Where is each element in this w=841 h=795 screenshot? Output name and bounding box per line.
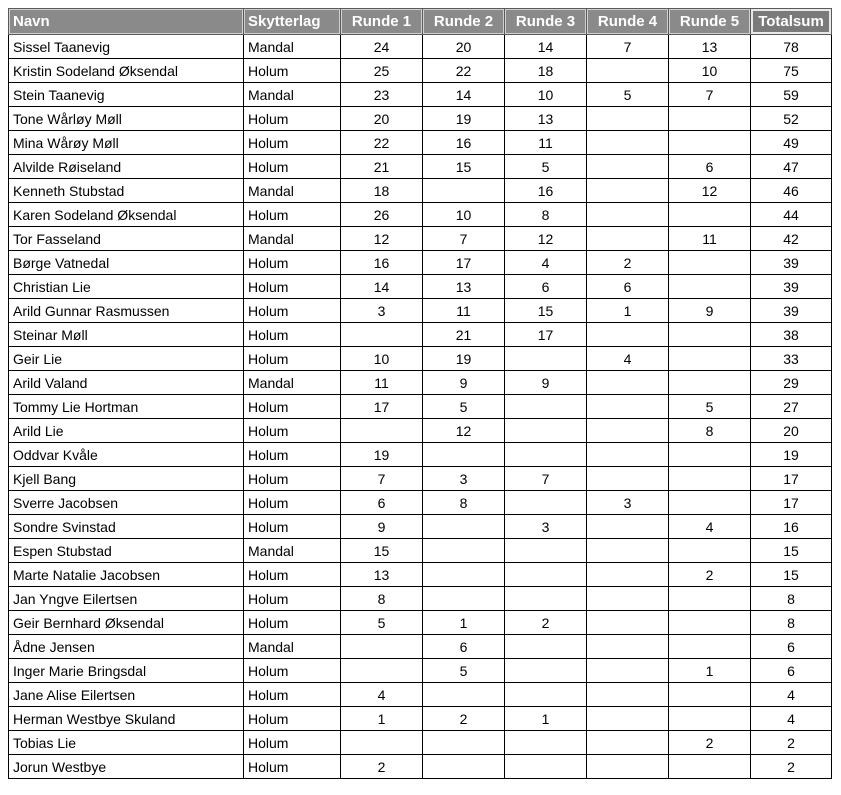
cell-round-5: [669, 251, 751, 275]
cell-club: Holum: [244, 611, 341, 635]
table-row: [9, 539, 832, 563]
table-row: [9, 83, 832, 107]
cell-total: 8: [751, 587, 832, 611]
cell-total: 42: [751, 227, 832, 251]
cell-round-5: [669, 587, 751, 611]
cell-round-4: [587, 563, 669, 587]
cell-total: 52: [751, 107, 832, 131]
table-row: [9, 323, 832, 347]
cell-name: Jane Alise Eilertsen: [9, 683, 244, 707]
cell-club: Holum: [244, 587, 341, 611]
cell-round-5: [669, 275, 751, 299]
cell-name: Tobias Lie: [9, 731, 244, 755]
table-row: [9, 467, 832, 491]
cell-name: Sondre Svinstad: [9, 515, 244, 539]
cell-total: 39: [751, 299, 832, 323]
cell-round-2: [423, 539, 505, 563]
cell-total: 19: [751, 443, 832, 467]
cell-round-5: [669, 107, 751, 131]
cell-club: Holum: [244, 155, 341, 179]
cell-round-2: 1: [423, 611, 505, 635]
cell-round-5: 9: [669, 299, 751, 323]
cell-name: Alvilde Røiseland: [9, 155, 244, 179]
cell-round-4: [587, 731, 669, 755]
cell-round-3: [505, 659, 587, 683]
cell-round-5: 7: [669, 83, 751, 107]
cell-round-5: [669, 323, 751, 347]
cell-name: Herman Westbye Skuland: [9, 707, 244, 731]
cell-club: Holum: [244, 251, 341, 275]
cell-round-1: 9: [341, 515, 423, 539]
header-round-1: Runde 1: [341, 9, 423, 35]
table-row: [9, 275, 832, 299]
cell-club: Mandal: [244, 635, 341, 659]
cell-club: Holum: [244, 323, 341, 347]
cell-round-4: [587, 611, 669, 635]
cell-round-2: [423, 563, 505, 587]
cell-club: Holum: [244, 467, 341, 491]
header-round-4: Runde 4: [587, 9, 669, 35]
cell-club: Mandal: [244, 35, 341, 59]
cell-round-2: [423, 179, 505, 203]
cell-round-1: 10: [341, 347, 423, 371]
cell-round-3: 17: [505, 323, 587, 347]
cell-club: Mandal: [244, 179, 341, 203]
table-row: [9, 251, 832, 275]
cell-total: 2: [751, 755, 832, 779]
cell-round-1: 8: [341, 587, 423, 611]
table-row: [9, 347, 832, 371]
cell-round-4: [587, 131, 669, 155]
cell-round-4: 3: [587, 491, 669, 515]
cell-total: 27: [751, 395, 832, 419]
cell-total: 78: [751, 35, 832, 59]
cell-round-2: 5: [423, 659, 505, 683]
cell-round-3: 14: [505, 35, 587, 59]
cell-total: 6: [751, 659, 832, 683]
cell-round-1: [341, 731, 423, 755]
cell-round-4: [587, 107, 669, 131]
cell-round-3: 5: [505, 155, 587, 179]
cell-round-2: 2: [423, 707, 505, 731]
cell-round-4: [587, 635, 669, 659]
cell-round-5: 5: [669, 395, 751, 419]
cell-club: Mandal: [244, 83, 341, 107]
cell-round-2: 20: [423, 35, 505, 59]
cell-round-4: 6: [587, 275, 669, 299]
cell-round-3: 13: [505, 107, 587, 131]
cell-round-3: [505, 491, 587, 515]
cell-round-2: 11: [423, 299, 505, 323]
table-row: [9, 659, 832, 683]
cell-name: Stein Taanevig: [9, 83, 244, 107]
cell-round-4: [587, 707, 669, 731]
cell-name: Tor Fasseland: [9, 227, 244, 251]
table-row: [9, 395, 832, 419]
cell-name: Karen Sodeland Øksendal: [9, 203, 244, 227]
cell-name: Jorun Westbye: [9, 755, 244, 779]
table-row: [9, 587, 832, 611]
cell-club: Holum: [244, 659, 341, 683]
cell-round-5: [669, 611, 751, 635]
cell-club: Holum: [244, 347, 341, 371]
cell-total: 17: [751, 467, 832, 491]
cell-round-3: [505, 563, 587, 587]
cell-round-5: [669, 443, 751, 467]
cell-round-2: 12: [423, 419, 505, 443]
header-round-5: Runde 5: [669, 9, 751, 35]
cell-round-4: [587, 323, 669, 347]
cell-total: 46: [751, 179, 832, 203]
cell-round-3: 10: [505, 83, 587, 107]
cell-round-1: [341, 419, 423, 443]
cell-round-4: 1: [587, 299, 669, 323]
table-row: [9, 491, 832, 515]
cell-round-2: 3: [423, 467, 505, 491]
cell-total: 15: [751, 539, 832, 563]
cell-total: 75: [751, 59, 832, 83]
cell-round-3: 8: [505, 203, 587, 227]
cell-round-1: [341, 635, 423, 659]
table-row: [9, 179, 832, 203]
cell-round-1: 1: [341, 707, 423, 731]
cell-round-4: [587, 371, 669, 395]
cell-round-2: 16: [423, 131, 505, 155]
table-row: [9, 59, 832, 83]
cell-name: Jan Yngve Eilertsen: [9, 587, 244, 611]
cell-name: Kristin Sodeland Øksendal: [9, 59, 244, 83]
cell-name: Ådne Jensen: [9, 635, 244, 659]
cell-round-2: [423, 515, 505, 539]
table-row: [9, 299, 832, 323]
cell-club: Holum: [244, 491, 341, 515]
cell-total: 39: [751, 275, 832, 299]
cell-round-1: 6: [341, 491, 423, 515]
cell-round-2: 5: [423, 395, 505, 419]
cell-round-5: [669, 467, 751, 491]
cell-round-2: 19: [423, 107, 505, 131]
cell-round-1: 16: [341, 251, 423, 275]
cell-round-3: [505, 395, 587, 419]
cell-club: Holum: [244, 395, 341, 419]
cell-round-2: [423, 587, 505, 611]
cell-club: Holum: [244, 563, 341, 587]
cell-round-1: 26: [341, 203, 423, 227]
header-round-3: Runde 3: [505, 9, 587, 35]
cell-name: Arild Lie: [9, 419, 244, 443]
cell-total: 59: [751, 83, 832, 107]
cell-round-1: 5: [341, 611, 423, 635]
cell-round-3: [505, 731, 587, 755]
cell-round-1: 23: [341, 83, 423, 107]
cell-round-3: [505, 419, 587, 443]
cell-name: Inger Marie Bringsdal: [9, 659, 244, 683]
results-table: [8, 8, 832, 779]
cell-round-2: 21: [423, 323, 505, 347]
table-row: [9, 515, 832, 539]
cell-round-3: [505, 443, 587, 467]
cell-round-1: 15: [341, 539, 423, 563]
cell-round-5: [669, 635, 751, 659]
cell-total: 17: [751, 491, 832, 515]
cell-name: Steinar Møll: [9, 323, 244, 347]
cell-round-1: 13: [341, 563, 423, 587]
cell-round-3: [505, 635, 587, 659]
cell-round-1: [341, 659, 423, 683]
cell-name: Sverre Jacobsen: [9, 491, 244, 515]
cell-round-5: 2: [669, 563, 751, 587]
cell-round-3: 6: [505, 275, 587, 299]
cell-round-1: 25: [341, 59, 423, 83]
cell-round-4: [587, 515, 669, 539]
cell-round-2: 9: [423, 371, 505, 395]
cell-round-3: 11: [505, 131, 587, 155]
cell-name: Mina Wårøy Møll: [9, 131, 244, 155]
cell-club: Holum: [244, 419, 341, 443]
cell-name: Tone Wårløy Møll: [9, 107, 244, 131]
cell-name: Geir Lie: [9, 347, 244, 371]
cell-round-5: 4: [669, 515, 751, 539]
cell-round-4: [587, 155, 669, 179]
cell-round-2: 13: [423, 275, 505, 299]
cell-round-4: [587, 395, 669, 419]
cell-round-1: 7: [341, 467, 423, 491]
cell-round-4: [587, 539, 669, 563]
cell-round-2: 15: [423, 155, 505, 179]
cell-round-1: 18: [341, 179, 423, 203]
table-row: [9, 107, 832, 131]
cell-round-1: 17: [341, 395, 423, 419]
cell-round-5: 2: [669, 731, 751, 755]
table-row: [9, 131, 832, 155]
cell-round-3: 3: [505, 515, 587, 539]
cell-round-4: [587, 419, 669, 443]
header-round-2: Runde 2: [423, 9, 505, 35]
cell-total: 38: [751, 323, 832, 347]
cell-club: Holum: [244, 59, 341, 83]
cell-name: Tommy Lie Hortman: [9, 395, 244, 419]
table-row: [9, 155, 832, 179]
cell-round-3: 12: [505, 227, 587, 251]
cell-round-4: [587, 59, 669, 83]
cell-round-1: 21: [341, 155, 423, 179]
cell-round-2: [423, 755, 505, 779]
table-row: [9, 563, 832, 587]
cell-club: Holum: [244, 443, 341, 467]
table-body: [9, 35, 832, 779]
cell-round-2: 14: [423, 83, 505, 107]
cell-round-4: [587, 443, 669, 467]
cell-round-5: [669, 131, 751, 155]
cell-total: 8: [751, 611, 832, 635]
cell-round-1: 4: [341, 683, 423, 707]
cell-round-3: [505, 347, 587, 371]
cell-round-1: 2: [341, 755, 423, 779]
cell-round-2: 7: [423, 227, 505, 251]
cell-round-1: 3: [341, 299, 423, 323]
cell-round-3: 9: [505, 371, 587, 395]
header-club: Skytterlag: [244, 9, 341, 35]
cell-round-2: 10: [423, 203, 505, 227]
cell-round-3: 2: [505, 611, 587, 635]
table-row: [9, 443, 832, 467]
cell-round-5: [669, 755, 751, 779]
cell-round-4: [587, 755, 669, 779]
cell-total: 16: [751, 515, 832, 539]
cell-round-4: 4: [587, 347, 669, 371]
cell-round-4: [587, 467, 669, 491]
header-name: Navn: [9, 9, 244, 35]
cell-round-3: [505, 539, 587, 563]
cell-round-5: [669, 539, 751, 563]
cell-name: Kenneth Stubstad: [9, 179, 244, 203]
cell-total: 4: [751, 707, 832, 731]
cell-round-4: [587, 227, 669, 251]
cell-round-4: [587, 179, 669, 203]
cell-round-4: [587, 683, 669, 707]
cell-club: Holum: [244, 107, 341, 131]
table-row: [9, 707, 832, 731]
cell-round-1: 14: [341, 275, 423, 299]
cell-club: Holum: [244, 203, 341, 227]
table-row: [9, 755, 832, 779]
table-row: [9, 635, 832, 659]
cell-round-5: 11: [669, 227, 751, 251]
cell-name: Marte Natalie Jacobsen: [9, 563, 244, 587]
cell-club: Mandal: [244, 371, 341, 395]
cell-club: Holum: [244, 731, 341, 755]
cell-round-2: [423, 683, 505, 707]
cell-round-3: 15: [505, 299, 587, 323]
cell-name: Arild Valand: [9, 371, 244, 395]
cell-round-2: [423, 443, 505, 467]
table-row: [9, 611, 832, 635]
cell-round-3: 16: [505, 179, 587, 203]
cell-club: Holum: [244, 707, 341, 731]
cell-club: Holum: [244, 299, 341, 323]
cell-round-3: [505, 755, 587, 779]
cell-round-1: [341, 323, 423, 347]
cell-round-3: [505, 587, 587, 611]
cell-total: 20: [751, 419, 832, 443]
table-row: [9, 35, 832, 59]
cell-round-4: [587, 587, 669, 611]
cell-round-5: 10: [669, 59, 751, 83]
cell-total: 2: [751, 731, 832, 755]
cell-round-4: 5: [587, 83, 669, 107]
header-row: [9, 9, 832, 35]
cell-round-2: 22: [423, 59, 505, 83]
cell-name: Arild Gunnar Rasmussen: [9, 299, 244, 323]
cell-total: 6: [751, 635, 832, 659]
cell-round-1: 20: [341, 107, 423, 131]
cell-round-2: [423, 731, 505, 755]
cell-total: 49: [751, 131, 832, 155]
cell-club: Holum: [244, 275, 341, 299]
cell-round-5: [669, 683, 751, 707]
cell-round-4: 7: [587, 35, 669, 59]
cell-round-5: [669, 347, 751, 371]
cell-round-2: 19: [423, 347, 505, 371]
cell-round-5: [669, 371, 751, 395]
cell-round-3: 1: [505, 707, 587, 731]
cell-round-1: 24: [341, 35, 423, 59]
cell-club: Mandal: [244, 227, 341, 251]
cell-round-4: [587, 203, 669, 227]
cell-round-5: 1: [669, 659, 751, 683]
cell-round-5: 13: [669, 35, 751, 59]
table-row: [9, 731, 832, 755]
cell-total: 47: [751, 155, 832, 179]
cell-round-1: 19: [341, 443, 423, 467]
cell-round-1: 12: [341, 227, 423, 251]
table-row: [9, 683, 832, 707]
cell-round-3: 18: [505, 59, 587, 83]
cell-round-1: 22: [341, 131, 423, 155]
cell-round-3: 7: [505, 467, 587, 491]
cell-round-4: [587, 659, 669, 683]
cell-name: Børge Vatnedal: [9, 251, 244, 275]
cell-round-5: 6: [669, 155, 751, 179]
cell-club: Holum: [244, 515, 341, 539]
cell-name: Espen Stubstad: [9, 539, 244, 563]
cell-round-2: 6: [423, 635, 505, 659]
cell-round-5: [669, 491, 751, 515]
cell-club: Holum: [244, 131, 341, 155]
cell-total: 44: [751, 203, 832, 227]
table-row: [9, 227, 832, 251]
table-row: [9, 203, 832, 227]
cell-name: Kjell Bang: [9, 467, 244, 491]
cell-name: Christian Lie: [9, 275, 244, 299]
cell-round-4: 2: [587, 251, 669, 275]
cell-total: 15: [751, 563, 832, 587]
cell-total: 4: [751, 683, 832, 707]
cell-round-3: 4: [505, 251, 587, 275]
cell-total: 39: [751, 251, 832, 275]
cell-round-5: 12: [669, 179, 751, 203]
header-total: Totalsum: [751, 9, 832, 35]
table-row: [9, 371, 832, 395]
table-row: [9, 419, 832, 443]
cell-club: Holum: [244, 683, 341, 707]
cell-round-3: [505, 683, 587, 707]
cell-name: Geir Bernhard Øksendal: [9, 611, 244, 635]
cell-round-5: 8: [669, 419, 751, 443]
cell-round-5: [669, 707, 751, 731]
cell-round-5: [669, 203, 751, 227]
cell-name: Sissel Taanevig: [9, 35, 244, 59]
cell-name: Oddvar Kvåle: [9, 443, 244, 467]
cell-round-2: 8: [423, 491, 505, 515]
cell-club: Holum: [244, 755, 341, 779]
cell-round-2: 17: [423, 251, 505, 275]
cell-total: 33: [751, 347, 832, 371]
cell-round-1: 11: [341, 371, 423, 395]
cell-club: Mandal: [244, 539, 341, 563]
cell-total: 29: [751, 371, 832, 395]
